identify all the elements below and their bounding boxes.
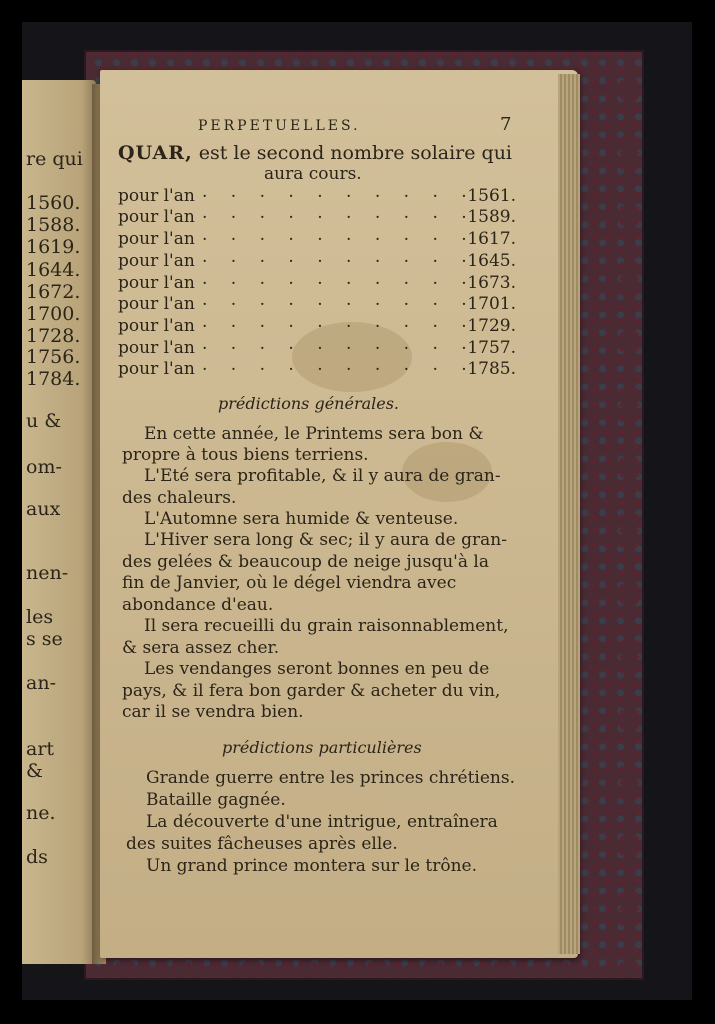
leader-dots: . . . . . . . . . . <box>202 334 476 354</box>
text-line: car il se vendra bien. <box>122 702 304 722</box>
year-label: pour l'an <box>118 294 195 314</box>
leader-dots: . . . . . . . . . . <box>202 225 476 245</box>
left-fragment: 1700. <box>26 303 81 325</box>
running-header: PERPETUELLES. <box>198 118 361 134</box>
section-title <box>118 142 512 164</box>
left-fragment: 1560. <box>26 192 81 214</box>
text-line: Un grand prince montera sur le trône. <box>146 856 478 876</box>
text-line: des chaleurs. <box>122 488 237 508</box>
text-line: Bataille gagnée. <box>146 790 286 810</box>
text-line: propre à tous biens terriens. <box>122 445 369 465</box>
title-word: QUAR, <box>118 142 193 164</box>
left-fragment: re qui <box>26 148 83 170</box>
left-fragment: s se <box>26 628 63 650</box>
year-value: 1589. <box>467 207 516 227</box>
year-value: 1645. <box>467 251 516 271</box>
text-line: fin de Janvier, où le dégel viendra avec <box>122 573 457 593</box>
left-fragment: 1756. <box>26 346 81 368</box>
year-value: 1785. <box>467 359 516 379</box>
year-label: pour l'an <box>118 229 195 249</box>
text-line: & sera assez cher. <box>122 638 280 658</box>
heading-general: prédictions générales. <box>218 394 400 413</box>
left-fragment: u & <box>26 410 62 432</box>
year-label: pour l'an <box>118 316 195 336</box>
left-fragment: & <box>26 760 43 782</box>
year-value: 1617. <box>467 229 516 249</box>
left-fragment: 1672. <box>26 281 81 303</box>
left-fragment: 1728. <box>26 325 81 347</box>
year-value: 1757. <box>467 338 516 358</box>
year-label: pour l'an <box>118 207 195 227</box>
text-line: L'Automne sera humide & venteuse. <box>144 509 459 529</box>
leader-dots: . . . . . . . . . . <box>202 269 476 289</box>
page-number: 7 <box>500 114 512 135</box>
text-line: En cette année, le Printems sera bon & <box>144 424 484 444</box>
text-line: des suites fâcheuses après elle. <box>126 834 398 854</box>
year-label: pour l'an <box>118 338 195 358</box>
leader-dots: . . . . . . . . . . <box>202 203 476 223</box>
left-fragment: aux <box>26 498 61 520</box>
text-line: abondance d'eau. <box>122 595 274 615</box>
left-fragment: les <box>26 606 54 628</box>
page-edges <box>558 74 580 954</box>
section-title-line2: aura cours. <box>264 164 362 184</box>
leader-dots: . . . . . . . . . . <box>202 247 476 267</box>
year-label: pour l'an <box>118 273 195 293</box>
year-row <box>118 355 516 381</box>
year-value: 1561. <box>467 186 516 206</box>
leader-dots: . . . . . . . . . . <box>202 182 476 202</box>
leader-dots: . . . . . . . . . . <box>202 355 476 375</box>
year-value: 1701. <box>467 294 516 314</box>
text-line: Grande guerre entre les princes chrétiens. <box>146 768 515 788</box>
text-line: Il sera recueilli du grain raisonnablement, <box>144 616 509 636</box>
year-label: pour l'an <box>118 251 195 271</box>
text-line: La découverte d'une intrigue, entraînera <box>146 812 498 832</box>
left-fragment: om- <box>26 456 62 478</box>
year-label: pour l'an <box>118 359 195 379</box>
text-line: L'Eté sera profitable, & il y aura de gran- <box>144 466 501 486</box>
heading-particular: prédictions particulières <box>222 738 422 757</box>
left-fragment: nen- <box>26 562 69 584</box>
left-fragment: 1588. <box>26 214 81 236</box>
left-fragment: 1784. <box>26 368 81 390</box>
text-line: des gelées & beaucoup de neige jusqu'à la <box>122 552 489 572</box>
text-line: pays, & il fera bon garder & acheter du vin, <box>122 681 501 701</box>
text-line: Les vendanges seront bonnes en peu de <box>144 659 490 679</box>
text-line: L'Hiver sera long & sec; il y aura de gran- <box>144 530 507 550</box>
year-value: 1673. <box>467 273 516 293</box>
title-rest: est le second nombre solaire qui <box>198 142 513 164</box>
left-fragment: art <box>26 738 55 760</box>
leader-dots: . . . . . . . . . . <box>202 312 476 332</box>
left-fragment: 1619. <box>26 236 81 258</box>
left-fragment: ne. <box>26 802 56 824</box>
year-value: 1729. <box>467 316 516 336</box>
leader-dots: . . . . . . . . . . <box>202 290 476 310</box>
left-fragment: an- <box>26 672 56 694</box>
left-fragment: ds <box>26 846 48 868</box>
year-label: pour l'an <box>118 186 195 206</box>
left-fragment: 1644. <box>26 259 81 281</box>
